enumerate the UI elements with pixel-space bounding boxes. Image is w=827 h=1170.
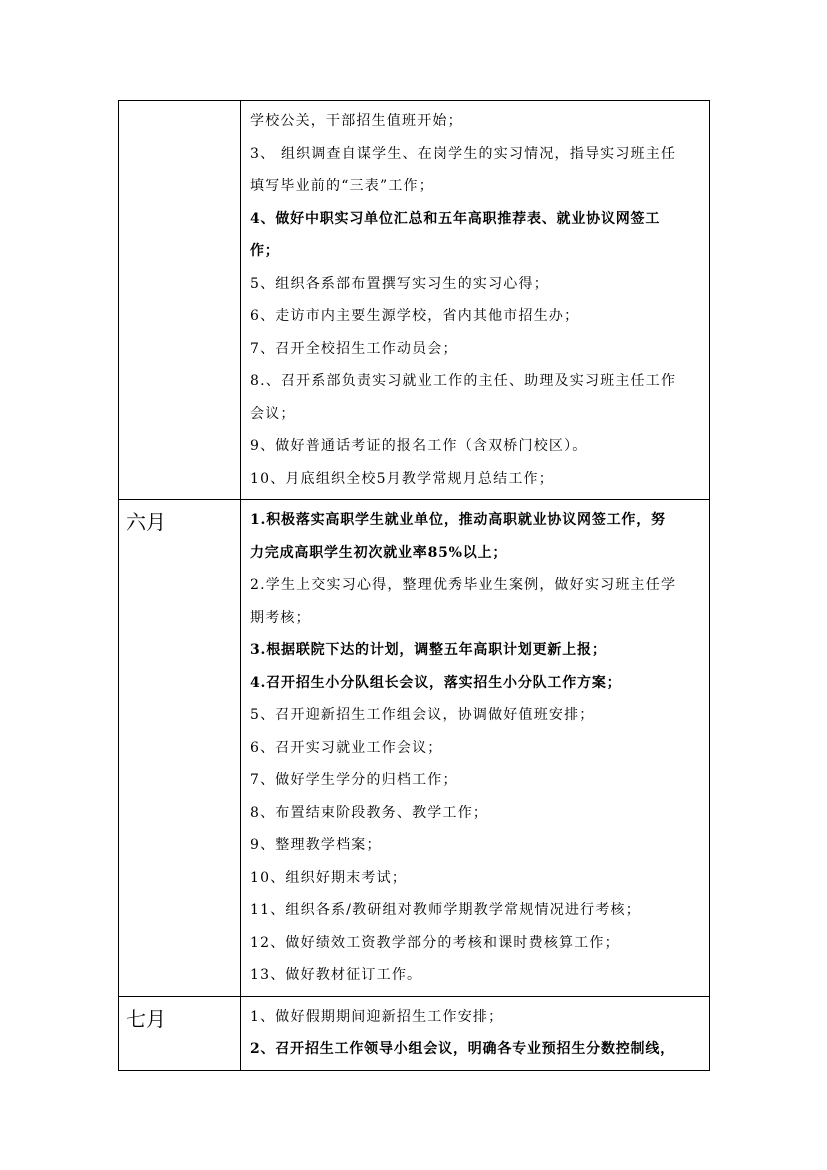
task-line: 10、月底组织全校5月教学常规月总结工作； xyxy=(250,470,554,487)
task-line: 7、做好学生学分的归档工作； xyxy=(250,772,458,788)
task-line: 1.积极落实高职学生就业单位，推动高职就业协议网签工作，努 xyxy=(250,512,666,528)
task-line: 7、召开全校招生工作动员会； xyxy=(250,340,458,357)
task-line: 学校公关，干部招生值班开始； xyxy=(250,113,463,129)
month-row xyxy=(119,996,710,1070)
month-label xyxy=(119,101,241,500)
task-line: 10、组织好期末考试； xyxy=(250,869,408,886)
task-line: 3.根据联院下达的计划，调整五年高职计划更新上报； xyxy=(250,642,607,658)
month-label: 七月 xyxy=(119,996,241,1070)
task-line: 8、布置结束阶段教务、教学工作； xyxy=(250,804,489,821)
task-line: 5、组织各系部布置撰写实习生的实习心得； xyxy=(250,275,549,292)
task-line: 2.学生上交实习心得，整理优秀毕业生案例，做好实习班主任学 xyxy=(250,577,677,593)
task-line: 4.召开招生小分队组长会议，落实招生小分队工作方案； xyxy=(250,674,622,691)
task-line: 力完成高职学生初次就业率85%以上； xyxy=(250,544,508,561)
task-line: 6、召开实习就业工作会议； xyxy=(250,739,443,756)
task-line: 期考核； xyxy=(250,609,311,626)
task-line: 9、整理教学档案； xyxy=(250,837,382,853)
month-label: 六月 xyxy=(119,500,241,997)
month-tasks xyxy=(241,996,710,1070)
month-row xyxy=(119,500,710,997)
task-line: 2、召开招生工作领导小组会议，明确各专业预招生分数控制线， xyxy=(250,1041,675,1057)
task-line: 5、召开迎新招生工作组会议，协调做好值班安排； xyxy=(250,707,595,723)
task-line: 3、 组织调查自谋学生、在岗学生的实习情况，指导实习班主任 xyxy=(250,145,677,162)
month-row xyxy=(119,101,710,500)
task-line: 8.、召开系部负责实习就业工作的主任、助理及实习班主任工作 xyxy=(250,373,677,389)
month-tasks xyxy=(241,101,710,500)
task-line: 1、做好假期期间迎新招生工作安排； xyxy=(250,1008,504,1025)
task-line: 6、走访市内主要生源学校，省内其他市招生办； xyxy=(250,308,580,324)
month-tasks xyxy=(241,500,710,997)
task-line: 作； xyxy=(250,243,280,259)
work-plan-table xyxy=(118,100,710,1071)
task-line: 9、做好普通话考证的报名工作（含双桥门校区）。 xyxy=(250,438,588,454)
task-line: 13、做好教材征订工作。 xyxy=(250,967,423,983)
task-line: 12、做好绩效工资教学部分的考核和课时费核算工作； xyxy=(250,934,620,951)
task-line: 4、做好中职实习单位汇总和五年高职推荐表、就业协议网签工 xyxy=(250,210,661,227)
task-line: 会议； xyxy=(250,405,296,422)
task-line: 11、组织各系/教研组对教师学期教学常规情况进行考核； xyxy=(250,902,641,918)
task-line: 填写毕业前的“三表”工作； xyxy=(250,178,434,194)
work-plan-body xyxy=(119,101,710,1071)
